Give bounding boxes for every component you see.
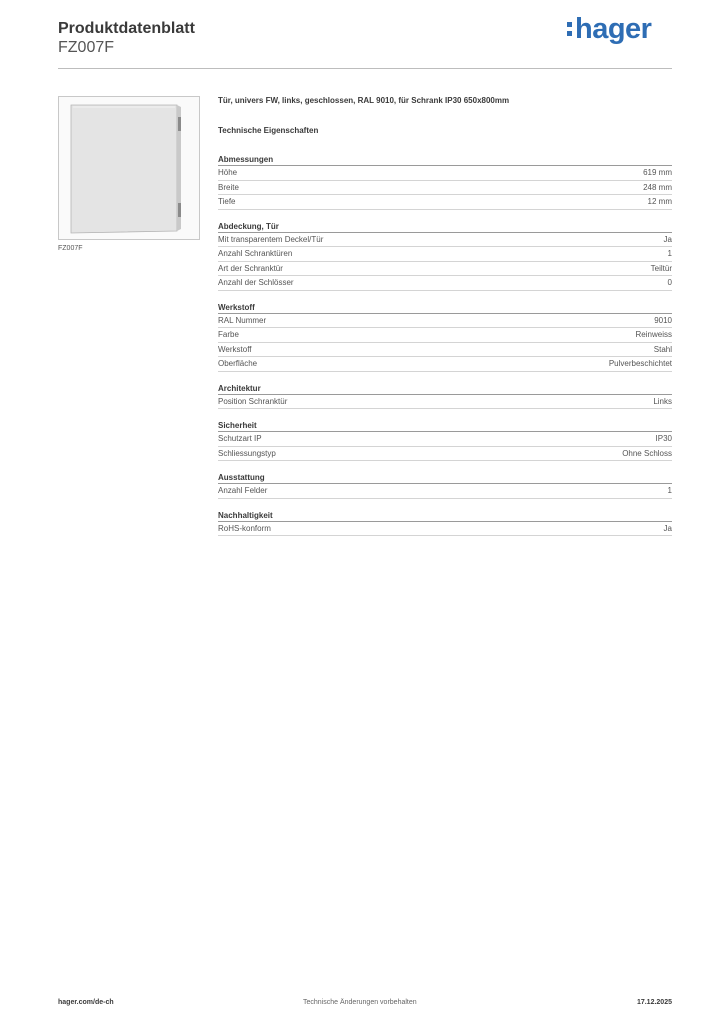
property-row [218,314,672,329]
property-label: Farbe [218,330,239,340]
property-row [218,166,672,181]
property-row [218,484,672,499]
footer-website: hager.com/de-ch [58,999,114,1006]
property-row [218,181,672,196]
property-row [218,522,672,537]
property-row [218,343,672,358]
property-row [218,195,672,210]
group-heading: Nachhaltigkeit [218,509,672,522]
property-value: Pulverbeschichtet [608,359,672,369]
property-label: Anzahl der Schlösser [218,278,294,288]
property-value: IP30 [655,434,672,444]
logo-text: hager [575,13,652,45]
property-label: Werkstoff [218,344,252,354]
property-value: 0 [667,278,672,288]
product-code: FZ007F [58,39,115,56]
header-divider [58,68,672,69]
property-group [218,382,672,410]
property-row [218,233,672,248]
property-group [218,471,672,499]
technical-properties-heading: Technische Eigenschaften [218,126,319,135]
property-value: Stahl [653,344,672,354]
property-value: Ja [663,234,672,244]
hager-logo [567,13,651,46]
property-label: Oberfläche [218,359,258,369]
property-label: Tiefe [218,197,236,207]
property-row [218,262,672,277]
property-row [218,432,672,447]
product-image-frame [58,96,200,240]
property-row [218,276,672,291]
group-heading: Architektur [218,382,672,395]
property-group [218,301,672,372]
property-row [218,447,672,462]
property-row [218,247,672,262]
property-label: Mit transparentem Deckel/Tür [218,234,324,244]
property-label: Position Schranktür [218,396,288,406]
group-heading: Abdeckung, Tür [218,220,672,233]
group-heading: Ausstattung [218,471,672,484]
image-caption: FZ007F [58,245,83,252]
property-label: Breite [218,182,239,192]
property-value: Ohne Schloss [622,448,672,458]
property-value: Reinweiss [635,330,672,340]
property-row [218,395,672,410]
property-label: RoHS-konform [218,523,271,533]
property-group [218,220,672,291]
property-value: 619 mm [643,168,672,178]
property-value: 1 [667,486,672,496]
property-value: 9010 [654,315,672,325]
product-details [218,96,672,546]
page-title: Produktdatenblatt [58,20,195,37]
property-groups [218,153,672,536]
property-label: RAL Nummer [218,315,267,325]
door-panel-image [67,103,191,234]
property-group [218,153,672,210]
property-value: Links [653,396,672,406]
property-row [218,357,672,372]
property-value: 12 mm [647,197,672,207]
property-row [218,328,672,343]
property-label: Anzahl Felder [218,486,268,496]
property-label: Schliessungstyp [218,448,276,458]
property-value: 1 [667,249,672,259]
logo-colon-mark [567,16,573,40]
property-value: 248 mm [643,182,672,192]
property-group [218,509,672,537]
group-heading: Abmessungen [218,153,672,166]
footer-disclaimer: Technische Änderungen vorbehalten [303,999,417,1006]
footer-date: 17.12.2025 [636,999,672,1006]
group-heading: Sicherheit [218,419,672,432]
property-value: Ja [663,523,672,533]
product-description: Tür, univers FW, links, geschlossen, RAL 9010, für Schrank IP30 650x800mm [218,96,510,105]
group-heading: Werkstoff [218,301,672,314]
property-group [218,419,672,461]
property-label: Höhe [218,168,238,178]
property-label: Anzahl Schranktüren [218,249,293,259]
property-label: Art der Schranktür [218,263,283,273]
property-label: Schutzart IP [218,434,262,444]
property-value: Teiltür [650,263,672,273]
